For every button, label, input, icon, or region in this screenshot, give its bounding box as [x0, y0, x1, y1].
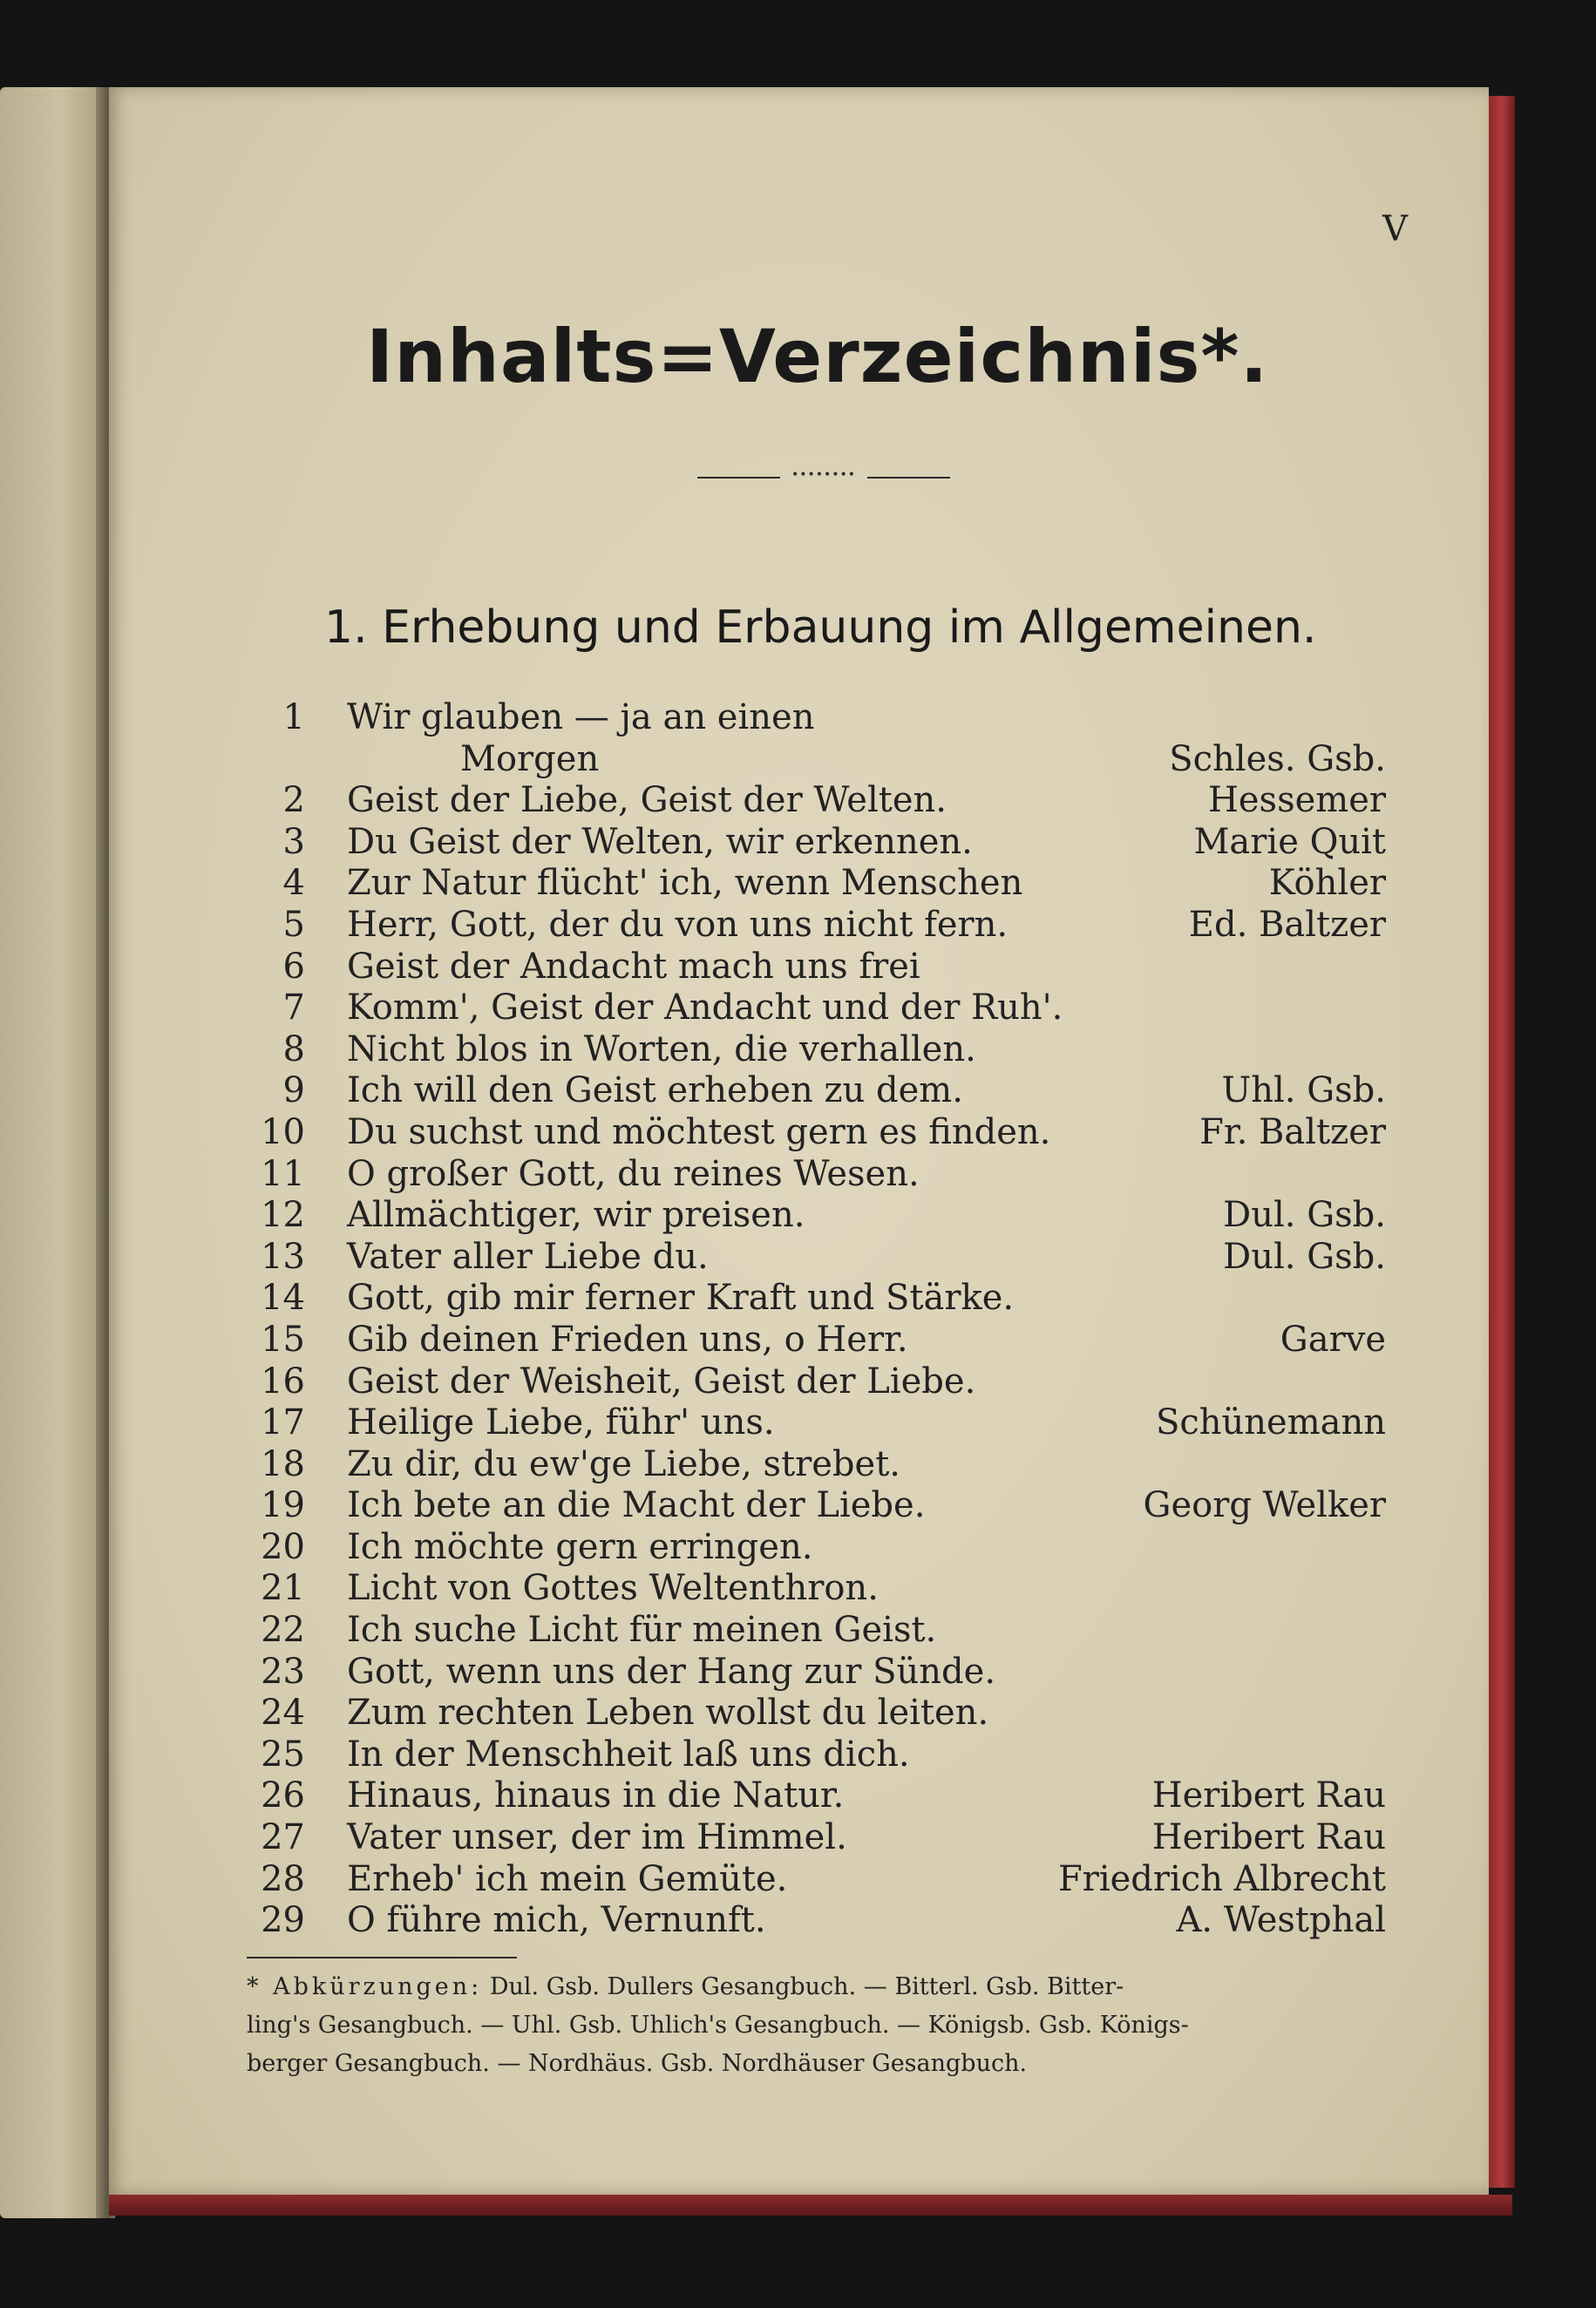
entry-title: Ich möchte gern erringen.	[347, 1526, 813, 1567]
toc-entry	[244, 1693, 1386, 1734]
entry-title: Gib deinen Frieden uns, o Herr.	[347, 1319, 908, 1360]
entry-title: Du suchst und möchtest gern es finden.	[347, 1111, 1051, 1152]
entry-title: Heilige Liebe, führ' uns.	[347, 1402, 775, 1443]
toc-entry	[244, 1652, 1386, 1694]
section-heading: 1. Erhebung und Erbauung im Allgemeinen.	[324, 601, 1317, 654]
toc-entry	[244, 1320, 1386, 1361]
entry-title: Erheb' ich mein Gemüte.	[347, 1858, 788, 1899]
entry-number: 21	[261, 1568, 305, 1609]
entry-number: 13	[261, 1236, 305, 1277]
toc-entry	[244, 1900, 1386, 1942]
entry-title: Ich suche Licht für meinen Geist.	[347, 1610, 937, 1651]
entry-number: 25	[261, 1734, 305, 1775]
entry-number: 16	[261, 1361, 305, 1402]
entry-source: Fr. Baltzer	[1199, 1111, 1386, 1152]
entry-number: 20	[261, 1526, 305, 1567]
entry-title: Gott, gib mir ferner Kraft und Stärke.	[347, 1278, 1015, 1319]
entry-source: Georg Welker	[1143, 1485, 1386, 1526]
entry-source: Heribert Rau	[1151, 1817, 1386, 1858]
entry-title: O führe mich, Vernunft.	[347, 1900, 766, 1941]
entry-number: 18	[261, 1443, 305, 1484]
entry-number: 3	[282, 821, 305, 862]
toc-entry	[244, 1112, 1386, 1154]
entry-number: 29	[261, 1900, 305, 1941]
toc-entry	[244, 1859, 1386, 1901]
entry-title: Licht von Gottes Weltenthron.	[347, 1568, 879, 1609]
entry-title: Morgen	[460, 738, 600, 779]
toc-entry	[244, 1444, 1386, 1486]
entry-title: Vater aller Liebe du.	[347, 1236, 709, 1277]
entry-number: 11	[261, 1153, 305, 1194]
entry-number: 15	[261, 1319, 305, 1360]
entry-title: Komm', Geist der Andacht und der Ruh'.	[347, 988, 1063, 1028]
entry-number: 8	[282, 1028, 305, 1069]
footnote-rule	[247, 1957, 517, 1958]
entry-source: Ed. Baltzer	[1188, 904, 1386, 945]
entry-title: Geist der Liebe, Geist der Welten.	[347, 780, 947, 821]
entry-source: Köhler	[1268, 863, 1386, 904]
entry-title: Ich bete an die Macht der Liebe.	[347, 1485, 926, 1526]
footnote-label: * Abkürzungen:	[247, 1973, 483, 2000]
entry-number: 22	[261, 1610, 305, 1651]
entry-title: Ich will den Geist erheben zu dem.	[347, 1070, 963, 1111]
entry-number: 24	[261, 1693, 305, 1734]
entry-title: Zur Natur flücht' ich, wenn Menschen	[347, 863, 1023, 904]
toc-entry	[244, 739, 1386, 781]
entry-source: A. Westphal	[1176, 1900, 1386, 1941]
table-of-contents	[244, 697, 1386, 1942]
toc-entry	[244, 780, 1386, 822]
toc-entry	[244, 1195, 1386, 1237]
toc-entry	[244, 1029, 1386, 1071]
entry-number: 10	[261, 1111, 305, 1152]
entry-number: 28	[261, 1858, 305, 1899]
entry-title: Geist der Andacht mach uns frei	[347, 946, 920, 987]
entry-title: Zu dir, du ew'ge Liebe, strebet.	[347, 1443, 900, 1484]
entry-title: Gott, wenn uns der Hang zur Sünde.	[347, 1651, 996, 1692]
entry-source: Marie Quit	[1193, 821, 1386, 862]
entry-title: Hinaus, hinaus in die Natur.	[347, 1775, 845, 1816]
entry-title: In der Menschheit laß uns dich.	[347, 1734, 910, 1775]
entry-number: 4	[282, 863, 305, 904]
red-page-edge	[1489, 96, 1515, 2188]
toc-entry	[244, 947, 1386, 988]
entry-number: 7	[282, 988, 305, 1028]
entry-number: 12	[261, 1195, 305, 1236]
entry-source: Dul. Gsb.	[1223, 1195, 1386, 1236]
entry-number: 14	[261, 1278, 305, 1319]
entry-number: 17	[261, 1402, 305, 1443]
toc-entry	[244, 697, 1386, 739]
footnote	[247, 1968, 1380, 2083]
toc-entry	[244, 1485, 1386, 1527]
footnote-line	[247, 1968, 1380, 2006]
entry-title: Geist der Weisheit, Geist der Liebe.	[347, 1361, 976, 1402]
toc-entry	[244, 1734, 1386, 1776]
toc-entry	[244, 822, 1386, 864]
entry-number: 27	[261, 1817, 305, 1858]
entry-source: Uhl. Gsb.	[1221, 1070, 1386, 1111]
toc-entry	[244, 1610, 1386, 1652]
footnote-line: ling's Gesangbuch. — Uhl. Gsb. Uhlich's Gesangbuch. — Königsb. Gsb. Königs-	[247, 2012, 1189, 2039]
entry-source: Schles. Gsb.	[1169, 738, 1386, 779]
toc-entry	[244, 1154, 1386, 1196]
entry-number: 6	[282, 946, 305, 987]
entry-source: Hessemer	[1207, 780, 1386, 821]
toc-entry	[244, 1402, 1386, 1444]
entry-source: Schünemann	[1155, 1402, 1386, 1443]
footnote-text: Dul. Gsb. Dullers Gesangbuch. — Bitterl. Gsb. Bitter-	[489, 1973, 1124, 2000]
entry-title: Du Geist der Welten, wir erkennen.	[347, 821, 973, 862]
entry-title: Vater unser, der im Himmel.	[347, 1817, 847, 1858]
entry-source: Friedrich Albrecht	[1057, 1858, 1386, 1899]
entry-title: Herr, Gott, der du von uns nicht fern.	[347, 904, 1009, 945]
entry-source: Heribert Rau	[1151, 1775, 1386, 1816]
entry-number: 19	[261, 1485, 305, 1526]
toc-entry	[244, 905, 1386, 947]
entry-title: O großer Gott, du reines Wesen.	[347, 1153, 920, 1194]
page-number: V	[1382, 209, 1408, 249]
toc-entry	[244, 1278, 1386, 1320]
facing-page-edge	[0, 87, 109, 2218]
entry-number: 26	[261, 1775, 305, 1816]
page-title: Inhalts=Verzeichnis*.	[366, 314, 1269, 399]
entry-source: Garve	[1280, 1319, 1386, 1360]
entry-source: Dul. Gsb.	[1223, 1236, 1386, 1277]
title-ornament: ••••••••	[697, 475, 950, 480]
toc-entry	[244, 1568, 1386, 1610]
entry-title: Nicht blos in Worten, die verhallen.	[347, 1028, 976, 1069]
toc-entry	[244, 1237, 1386, 1279]
toc-entry	[244, 1817, 1386, 1859]
toc-entry	[244, 1527, 1386, 1569]
bottom-page-edge	[109, 2195, 1512, 2216]
toc-entry	[244, 988, 1386, 1029]
footnote-line: berger Gesangbuch. — Nordhäus. Gsb. Nordhäuser Gesangbuch.	[247, 2050, 1028, 2077]
entry-number: 9	[282, 1070, 305, 1111]
entry-title: Wir glauben — ja an einen	[347, 697, 815, 737]
entry-title: Allmächtiger, wir preisen.	[347, 1195, 805, 1236]
toc-entry	[244, 1775, 1386, 1817]
entry-number: 5	[282, 904, 305, 945]
toc-entry	[244, 1361, 1386, 1403]
entry-number: 2	[282, 780, 305, 821]
entry-number: 1	[282, 697, 305, 737]
toc-entry	[244, 863, 1386, 905]
toc-entry	[244, 1070, 1386, 1112]
entry-number: 23	[261, 1651, 305, 1692]
entry-title: Zum rechten Leben wollst du leiten.	[347, 1693, 989, 1734]
